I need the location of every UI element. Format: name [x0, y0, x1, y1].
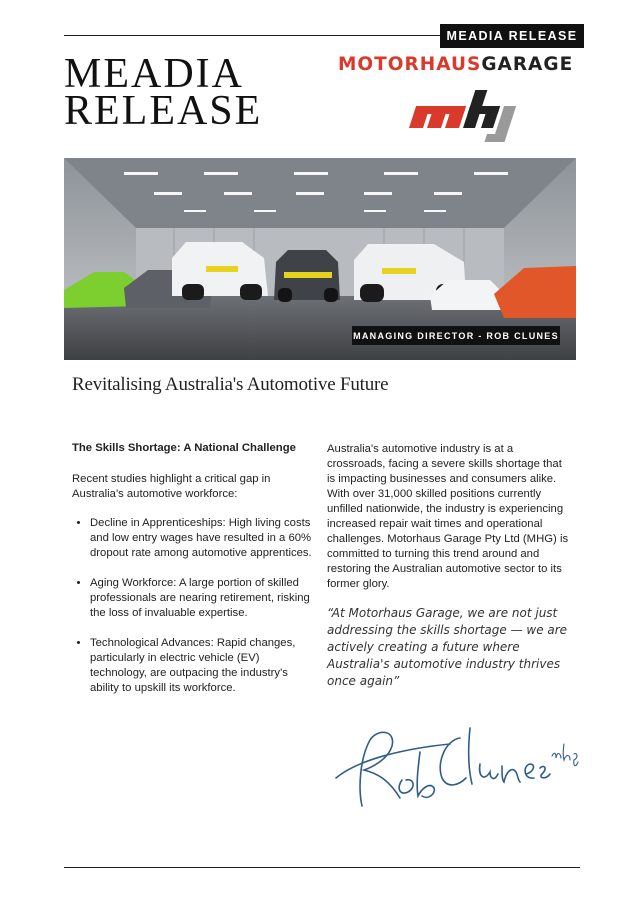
- media-release-tag: MEADIA RELEASE: [440, 24, 584, 48]
- list-item: • Technological Advances: Rapid changes, particularly in electric vehicle (EV) technology, are outpacing the industry's ability to upskill its workforce.: [90, 636, 312, 696]
- section-subheading: The Skills Shortage: A National Challenge: [72, 442, 296, 454]
- left-column: [72, 441, 312, 711]
- list-item: • Decline in Apprenticeships: High living costs and low entry wages have resulted in a 60% dropout rate among automotive apprentices.: [90, 516, 312, 561]
- photo-caption: MANAGING DIRECTOR - ROB CLUNES: [352, 326, 560, 345]
- bottom-divider: [64, 867, 580, 868]
- body-paragraph: Australia's automotive industry is at a crossroads, facing a severe skills shortage that is impacting businesses and consumers alike. With over 31,000 skilled positions currently unfilled nationwide, the industry is experiencing increased repair wait times and operational challenges. Motorhaus Garage Pty Ltd (MHG) is committed to turning this trend around and restoring the Australian automotive sector to its former glory.: [327, 443, 569, 590]
- pull-quote: “At Motorhaus Garage, we are not just addressing the skills shortage — we are actively creating a future where Australia's automotive industry thrives once again”: [327, 606, 568, 688]
- mhg-logo-icon: [404, 88, 516, 144]
- brand-dark-part: GARAGE: [481, 54, 574, 75]
- title-line-2: RELEASE: [64, 88, 263, 134]
- intro-paragraph: Recent studies highlight a critical gap in Australia's automotive workforce:: [72, 473, 271, 500]
- page-title: [64, 51, 304, 134]
- bullet-list: [72, 516, 312, 696]
- brand-wordmark: [338, 54, 582, 75]
- list-item: • Aging Workforce: A large portion of skilled professionals are nearing retirement, risking the loss of invaluable expertise.: [90, 576, 312, 621]
- title-line-1: MEADIA: [64, 51, 244, 97]
- right-column: [327, 442, 571, 703]
- signature-image: [330, 718, 580, 818]
- brand-red-part: MOTORHAUS: [338, 54, 482, 75]
- headline: Revitalising Australia's Automotive Future: [72, 374, 389, 395]
